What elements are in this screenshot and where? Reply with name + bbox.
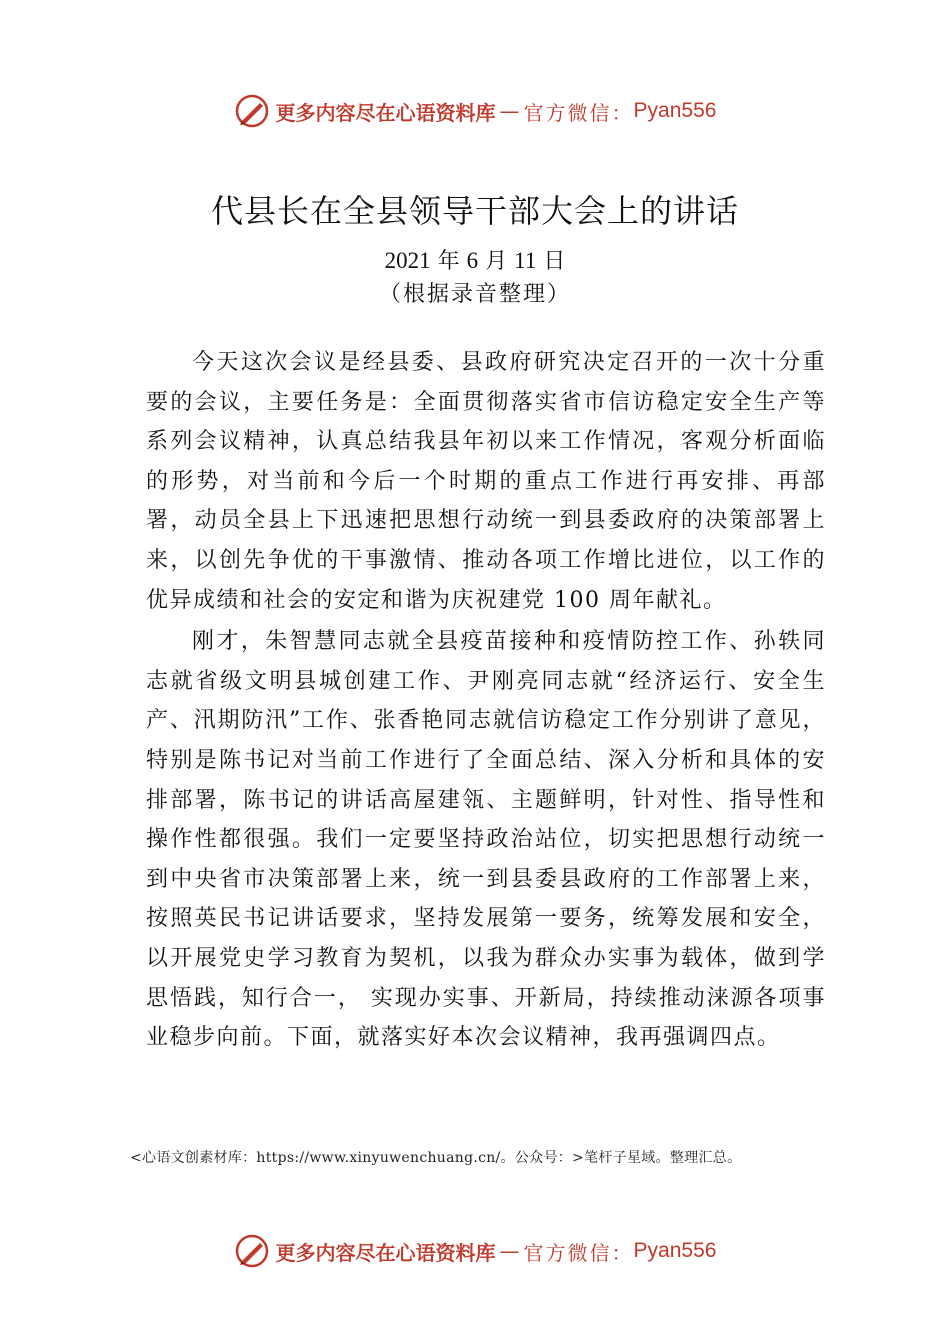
header-watermark-banner	[0, 93, 950, 129]
date-month-unit: 月	[485, 249, 508, 274]
footer-watermark-banner	[0, 1233, 950, 1269]
pen-logo-icon	[234, 93, 270, 129]
paragraph: 今天这次会议是经县委、县政府研究决定召开的一次十分重要的会议，主要任务是：全面贯彻落实省市信访稳定安全生产等系列会议精神，认真总结我县年初以来工作情况，客观分析面临的形势，对当前和今后一个时期的重点工作进行再安排、再部署，动员全县上下迅速把思想行动统一到县委政府的决策部署上来，以创先争优的干事激情、推动各项工作增比进位，以工作的优异成绩和社会的安定和谐为庆祝建党 100 周年献礼。	[146, 350, 826, 613]
document-title: 代县长在全县领导干部大会上的讲话	[210, 192, 739, 230]
document-date	[0, 244, 950, 275]
date-year: 2021	[384, 248, 431, 273]
transcription-note: （根据录音整理）	[378, 282, 571, 307]
banner-separator: —	[499, 99, 520, 123]
document-body	[146, 343, 826, 1058]
date-month: 6	[466, 248, 479, 273]
date-day-unit: 日	[543, 249, 566, 274]
pen-logo-icon	[234, 1233, 270, 1269]
banner-wechat-label: 官方微信：	[523, 100, 634, 125]
banner-text: 更多内容尽在心语资料库	[275, 100, 496, 125]
banner-wechat-id: Pyan556	[633, 99, 717, 122]
date-day: 11	[514, 248, 537, 273]
banner-separator: —	[499, 1239, 520, 1263]
date-year-unit: 年	[437, 249, 460, 274]
banner-text: 更多内容尽在心语资料库	[275, 1240, 496, 1265]
banner-wechat-id: Pyan556	[633, 1239, 717, 1262]
paragraph: 刚才，朱智慧同志就全县疫苗接种和疫情防控工作、孙轶同志就省级文明县城创建工作、尹刚亮同志就“经济运行、安全生产、汛期防汛”工作、张香艳同志就信访稳定工作分别讲了意见，特别是陈书记对当前工作进行了全面总结、深入分析和具体的安排部署，陈书记的讲话高屋建瓴、主题鲜明，针对性、指导性和操作性都很强。我们一定要坚持政治站位，切实把思想行动统一到中央省市决策部署上来，统一到县委县政府的工作部署上来，按照英民书记讲话要求，坚持发展第一要务，统筹发展和安全，以开展党史学习教育为契机，以我为群众办实事为载体，做到学思悟践，知行合一， 实现办实事、开新局，持续推动涞源各项事业稳步向前。下面，就落实好本次会议精神，我再强调四点。	[146, 629, 826, 1051]
source-line: <心语文创素材库：https://www.xinyuwenchuang.cn/。公众号：>笔杆子星域。整理汇总。	[130, 1150, 742, 1166]
banner-wechat-label: 官方微信：	[523, 1240, 634, 1265]
